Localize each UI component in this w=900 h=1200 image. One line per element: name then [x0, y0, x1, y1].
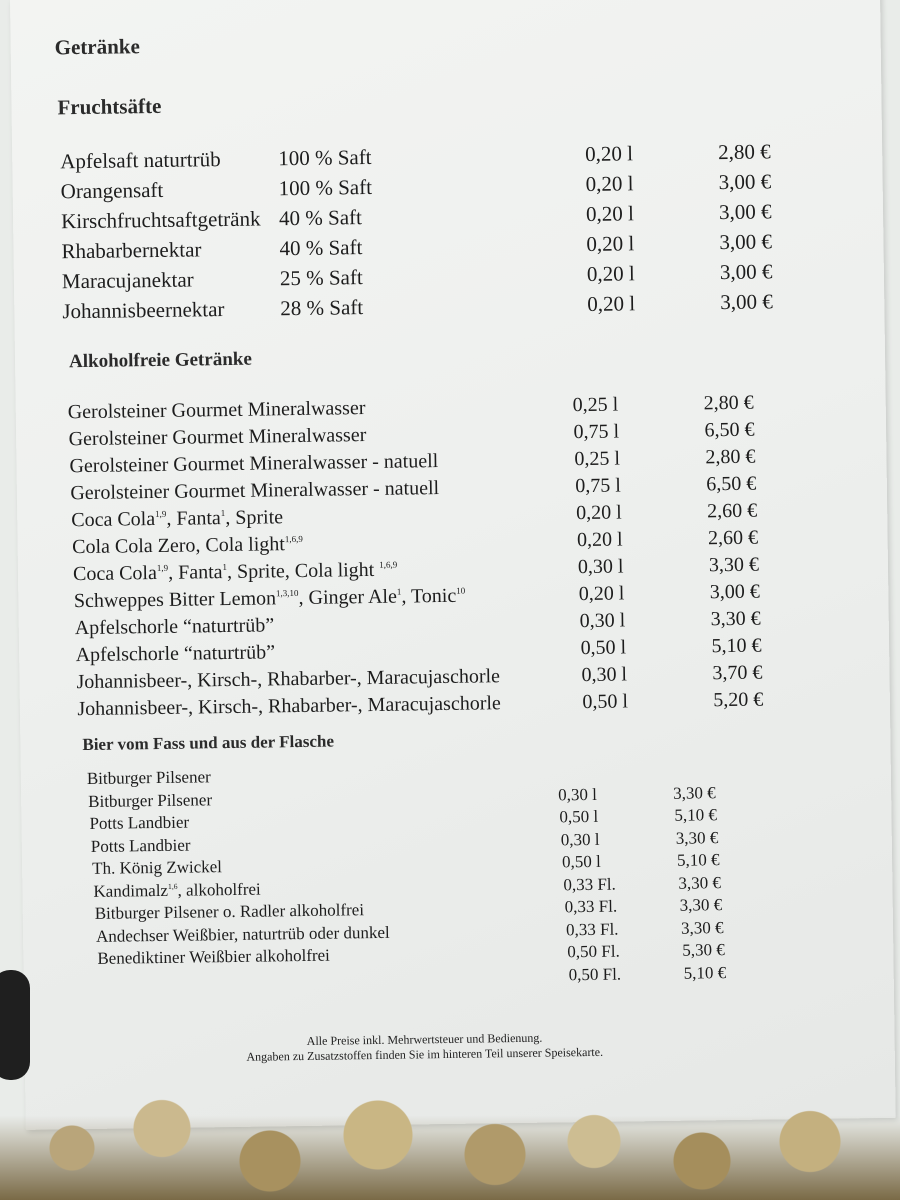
item-name-part: Bitburger Pilsener o. Radler alkoholfrei — [94, 900, 365, 923]
item-price: 3,00 € — [720, 289, 773, 315]
item-volume: 0,20 l — [586, 261, 635, 286]
item-name-part: Bitburger Pilsener — [86, 767, 211, 789]
item-name — [77, 692, 501, 721]
item-name — [70, 477, 439, 505]
footnote-marker: 1,6,9 — [379, 559, 398, 570]
item-name-part: , Fanta — [167, 561, 223, 584]
item-volume: 0,50 Fl. — [567, 941, 620, 962]
item-name — [76, 641, 276, 667]
item-price: 5,10 € — [711, 634, 762, 658]
item-name — [61, 207, 261, 235]
item-name — [96, 922, 390, 946]
item-name — [61, 237, 201, 264]
item-name — [68, 397, 366, 424]
footnote-marker: 1,6,9 — [284, 533, 303, 545]
item-price: 3,30 € — [710, 607, 761, 631]
section-heading: Alkoholfreie Getränke — [68, 348, 252, 373]
footnote-marker: 1,3,10 — [275, 587, 299, 599]
item-name — [72, 533, 303, 559]
item-volume: 0,33 Fl. — [563, 874, 616, 894]
item-name-part: , Sprite, Cola light — [226, 558, 380, 584]
item-name-part: Potts Landbier — [90, 835, 191, 856]
item-name — [75, 614, 275, 640]
menu-title: Getränke — [54, 34, 140, 60]
item-juice-percent: 28 % Saft — [280, 295, 364, 321]
item-volume: 0,30 l — [560, 829, 600, 849]
item-name-part: , alkoholfrei — [177, 879, 261, 900]
item-name-part: Coca Cola — [71, 508, 156, 532]
item-volume: 0,20 l — [585, 141, 634, 166]
item-name — [74, 585, 466, 613]
item-name — [92, 857, 222, 879]
item-volume: 0,25 l — [574, 447, 621, 471]
item-price: 3,30 € — [679, 895, 723, 915]
item-volume: 0,25 l — [572, 393, 619, 417]
item-name-part: Schweppes Bitter Lemon — [73, 587, 277, 613]
footnote-marker: 1,6 — [167, 881, 178, 891]
item-name-part: Gerolsteiner Gourmet Mineralwasser — [67, 397, 366, 424]
item-volume: 0,30 l — [558, 784, 598, 804]
item-juice-percent: 100 % Saft — [278, 174, 373, 201]
footnote-marker: 10 — [456, 585, 466, 596]
item-price: 6,50 € — [706, 472, 757, 496]
item-volume: 0,20 l — [576, 501, 622, 525]
item-volume: 0,20 l — [587, 291, 636, 316]
item-name — [97, 946, 330, 969]
item-name-part: Rhabarbernektar — [61, 237, 202, 264]
footnote-marker: 1 — [396, 586, 402, 597]
item-price: 2,60 € — [707, 526, 759, 550]
item-volume: 0,30 l — [579, 609, 626, 633]
item-volume: 0,20 l — [578, 582, 625, 606]
item-name-part: Kandimalz — [93, 880, 169, 901]
item-price: 3,30 € — [680, 917, 724, 938]
item-name — [62, 297, 224, 324]
item-name-part: Bitburger Pilsener — [88, 789, 213, 811]
item-name — [88, 790, 212, 812]
footer-line-2: Angaben zu Zusatzstoffen finden Sie im hinteren Teil unserer Speisekarte. — [246, 1044, 604, 1064]
item-price: 2,80 € — [705, 445, 756, 469]
binder-clip — [0, 970, 30, 1080]
item-volume: 0,50 l — [580, 636, 627, 660]
item-juice-percent: 40 % Saft — [279, 235, 363, 261]
item-juice-percent: 40 % Saft — [278, 205, 363, 231]
item-price: 3,30 € — [675, 827, 719, 848]
item-name-part: Apfelschorle “naturtrüb” — [75, 641, 276, 667]
item-name — [61, 178, 164, 204]
item-name — [71, 506, 283, 532]
item-volume: 0,75 l — [573, 420, 620, 444]
item-name — [95, 900, 365, 924]
footer-line-1: Alle Preise inkl. Mehrwertsteuer und Bedienung. — [306, 1030, 543, 1048]
item-name-part: Gerolsteiner Gourmet Mineralwasser - natuell — [70, 477, 440, 505]
item-name — [87, 767, 211, 789]
item-name — [76, 665, 500, 694]
item-name-part: Apfelsaft naturtrüb — [60, 147, 221, 174]
item-name-part: Coca Cola — [72, 562, 158, 586]
item-price: 2,60 € — [707, 499, 758, 523]
item-name — [62, 267, 194, 294]
item-juice-percent: 25 % Saft — [279, 265, 363, 291]
item-price: 3,00 € — [718, 169, 772, 195]
item-name-part: Johannisbeer-, Kirsch-, Rhabarber-, Maracujaschorle — [76, 665, 501, 694]
item-volume: 0,33 Fl. — [565, 919, 619, 939]
item-juice-percent: 100 % Saft — [278, 144, 372, 171]
footnote-marker: 1,9 — [154, 508, 167, 519]
item-price: 6,50 € — [704, 418, 755, 442]
footnote-marker: 1 — [222, 561, 228, 572]
section-heading: Fruchtsäfte — [57, 93, 162, 120]
item-price: 3,30 € — [708, 553, 760, 577]
item-name — [73, 559, 398, 587]
item-name-part: , Ginger Ale — [298, 585, 398, 610]
item-price: 5,20 € — [713, 688, 764, 712]
item-name-part: , Sprite — [225, 506, 284, 530]
menu-page — [10, 0, 896, 1130]
decorative-moss — [0, 1070, 900, 1200]
item-price: 3,30 € — [673, 782, 716, 803]
item-price: 3,00 € — [718, 199, 772, 225]
item-price: 5,30 € — [682, 940, 725, 960]
item-name-part: Apfelschorle “naturtrüb” — [74, 614, 275, 640]
item-price: 2,80 € — [703, 391, 754, 415]
item-name — [89, 813, 189, 834]
item-price: 5,10 € — [676, 850, 720, 870]
item-volume: 0,20 l — [585, 171, 634, 196]
item-volume: 0,50 l — [582, 690, 629, 714]
item-name — [91, 835, 191, 856]
section-heading: Bier vom Fass und aus der Flasche — [82, 731, 335, 755]
item-price: 3,00 € — [719, 259, 773, 285]
item-volume: 0,75 l — [575, 474, 622, 498]
item-price: 3,00 € — [709, 580, 760, 604]
item-volume: 0,50 Fl. — [568, 964, 622, 984]
footnote-marker: 1,9 — [156, 562, 169, 573]
item-name-part: Orangensaft — [60, 177, 164, 204]
item-price: 3,30 € — [678, 872, 722, 893]
item-volume: 0,20 l — [586, 231, 635, 256]
item-name-part: Potts Landbier — [89, 812, 190, 833]
item-name — [68, 424, 366, 451]
item-volume: 0,50 l — [561, 851, 601, 872]
item-name-part: Gerolsteiner Gourmet Mineralwasser — [68, 424, 367, 451]
item-volume: 0,30 l — [581, 663, 628, 687]
item-name-part: Kirschfruchtsaftgetränk — [60, 206, 261, 234]
item-volume: 0,20 l — [576, 528, 623, 552]
item-name-part: Th. König Zwickel — [92, 857, 223, 878]
item-name — [93, 879, 261, 901]
item-name-part: Andechser Weißbier, naturtrüb oder dunkel — [95, 922, 390, 946]
item-name — [60, 147, 221, 174]
item-name — [69, 450, 438, 478]
item-name-part: Johannisbeer-, Kirsch-, Rhabarber-, Maracujaschorle — [77, 692, 501, 721]
item-name-part: Maracujanektar — [61, 267, 194, 294]
item-volume: 0,30 l — [577, 555, 624, 579]
item-price: 3,70 € — [712, 661, 763, 685]
item-price: 2,80 € — [718, 139, 771, 165]
item-volume: 0,33 Fl. — [564, 896, 618, 917]
item-name-part: , Tonic — [401, 584, 457, 608]
item-name-part: , Fanta — [166, 507, 221, 530]
footnote-marker: 1 — [220, 507, 226, 519]
item-name-part: Cola Cola Zero, Cola light — [71, 533, 286, 559]
item-volume: 0,20 l — [585, 201, 635, 226]
item-price: 3,00 € — [719, 229, 773, 255]
item-name-part: Gerolsteiner Gourmet Mineralwasser - natuell — [69, 450, 439, 478]
item-price: 5,10 € — [674, 805, 718, 825]
footer-note — [214, 1029, 634, 1065]
item-volume: 0,50 l — [559, 806, 599, 827]
item-name-part: Johannisbeernektar — [62, 297, 225, 324]
item-price: 5,10 € — [683, 962, 727, 983]
item-name-part: Benediktiner Weißbier alkoholfrei — [97, 945, 330, 968]
